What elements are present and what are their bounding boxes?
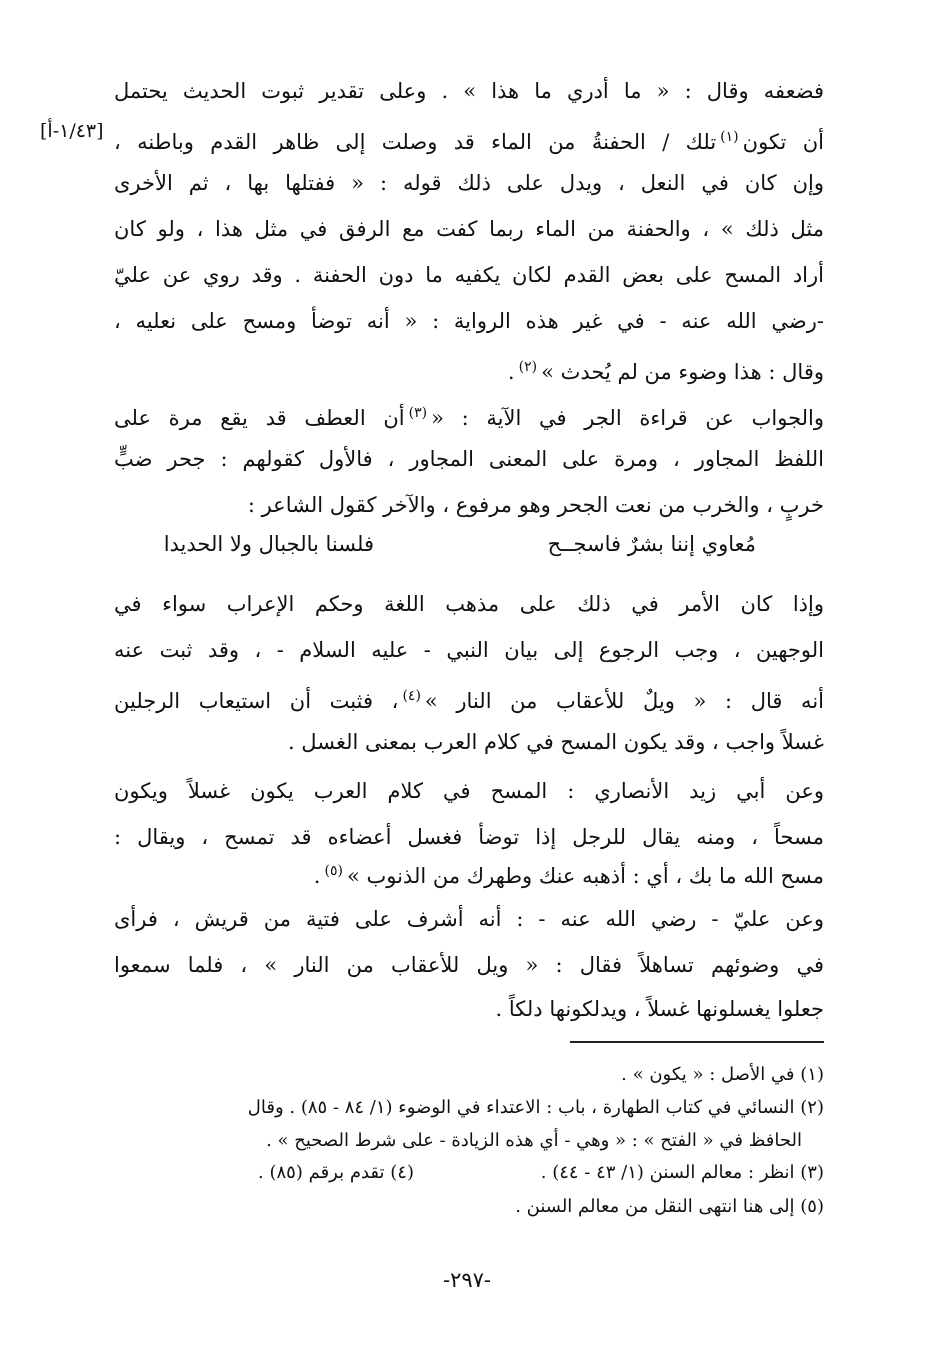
footnote-marker-4: (٤) — [402, 688, 421, 704]
body-line-6: -رضي الله عنه - في غير هذه الرواية : « أنه توضأ ومسح على نعليه ، — [114, 309, 824, 333]
footnote-marker-1: (١) — [720, 129, 739, 145]
body-text: . — [313, 864, 321, 888]
body-line-16: وعن أبي زيد الأنصاري : المسح في كلام العرب يكون غسلاً ويكون — [114, 779, 824, 803]
body-line-17: مسحاً ، ومنه يقال للرجل إذا توضأ فغسل أعضاءه قد تمسح ، ويقال : — [114, 825, 824, 849]
body-line-21: جعلوا يغسلونها غسلاً ، ويدلكونها دلكاً . — [495, 997, 824, 1021]
footnote-2-continued: الحافظ في « الفتح » : « وهي - أي هذه الزيادة - على شرط الصحيح » . — [266, 1130, 802, 1151]
body-text: ، فثبت أن استيعاب الرجلين — [114, 689, 399, 713]
body-line-19: وعن عليّ - رضي الله عنه - : أنه أشرف على فتية من قريش ، فرأى — [114, 907, 824, 931]
footnote-2: (٢) النسائي في كتاب الطهارة ، باب : الاعتداء في الوضوء (١/ ٨٤ - ٨٥) . وقال — [247, 1097, 824, 1118]
footnote-marker-3: (٣) — [408, 405, 428, 421]
body-line-4: مثل ذلك » ، والحفنة من الماء ربما كفت مع الرفق في مثل هذا ، ولو كان — [114, 217, 824, 241]
body-line-7 — [114, 346, 824, 388]
body-text: . — [507, 360, 515, 384]
body-line-13: الوجهين ، وجب الرجوع إلى بيان النبي - عليه السلام - ، وقد ثبت عنه — [114, 638, 824, 662]
footnote-4: (٤) تقدم برقم (٨٥) . — [258, 1162, 414, 1183]
body-line-5: أراد المسح على بعض القدم لكان يكفيه ما دون الحفنة . وقد روي عن عليّ — [114, 263, 824, 287]
body-text: أن العطف قد يقع مرة على — [114, 406, 405, 430]
footnote-3: (٣) انظر : معالم السنن (١/ ٤٣ - ٤٤) . — [540, 1162, 824, 1183]
body-line-12: وإذا كان الأمر في ذلك على مذهب اللغة وحكم الإعراب سواء في — [114, 592, 824, 616]
footnote-5: (٥) إلى هنا انتهى النقل من معالم السنن . — [515, 1196, 824, 1217]
body-text: أنه قال : « ويلٌ للأعقاب من النار » — [424, 689, 824, 713]
footnote-marker-5: (٥) — [324, 863, 343, 879]
body-line-18 — [114, 850, 824, 892]
body-line-10: خربٍ ، والخرب من نعت الجحر وهو مرفوع ، والآخر كقول الشاعر : — [247, 493, 824, 517]
footnote-1: (١) في الأصل : « يكون » . — [621, 1064, 824, 1085]
margin-reference: [١/٤٣-أ] — [40, 120, 104, 142]
body-line-1: فضعفه وقال : « ما أدري ما هذا » . وعلى تقدير ثبوت الحديث يحتمل — [114, 79, 824, 103]
body-line-2 — [114, 116, 824, 158]
footnote-divider — [570, 1041, 824, 1043]
body-line-3: وإن كان في النعل ، ويدل على ذلك قوله : « ففتلها بها ، ثم الأخرى — [114, 171, 824, 195]
body-text: وقال : هذا وضوء من لم يُحدث » — [541, 360, 824, 384]
verse-first-hemistich: مُعاوي إننا بشرٌ فاسجــح — [547, 532, 756, 556]
body-text: تلك / الحفنةُ من الماء قد وصلت إلى ظاهر القدم وباطنه ، — [114, 130, 717, 154]
page-number: -٢٩٧- — [442, 1268, 492, 1292]
body-text: مسح الله ما بك ، أي : أذهبه عنك وطهرك من الذنوب » — [346, 864, 824, 888]
body-line-20: في وضوئهم تساهلاً فقال : « ويل للأعقاب من النار » ، فلما سمعوا — [114, 953, 824, 977]
body-line-15: غسلاً واجب ، وقد يكون المسح في كلام العرب بمعنى الغسل . — [287, 730, 824, 754]
body-line-9: اللفظ المجاور ، ومرة على المعنى المجاور ، فالأول كقولهم : جحر ضبٍّ — [114, 447, 824, 471]
footnote-marker-2: (٢) — [518, 359, 538, 375]
verse-second-hemistich: فلسنا بالجبال ولا الحديدا — [163, 532, 374, 556]
body-text: أن تكون — [742, 130, 824, 154]
body-line-14 — [114, 675, 824, 717]
body-line-8 — [114, 392, 824, 434]
body-text: والجواب عن قراءة الجر في الآية : « — [431, 406, 824, 430]
